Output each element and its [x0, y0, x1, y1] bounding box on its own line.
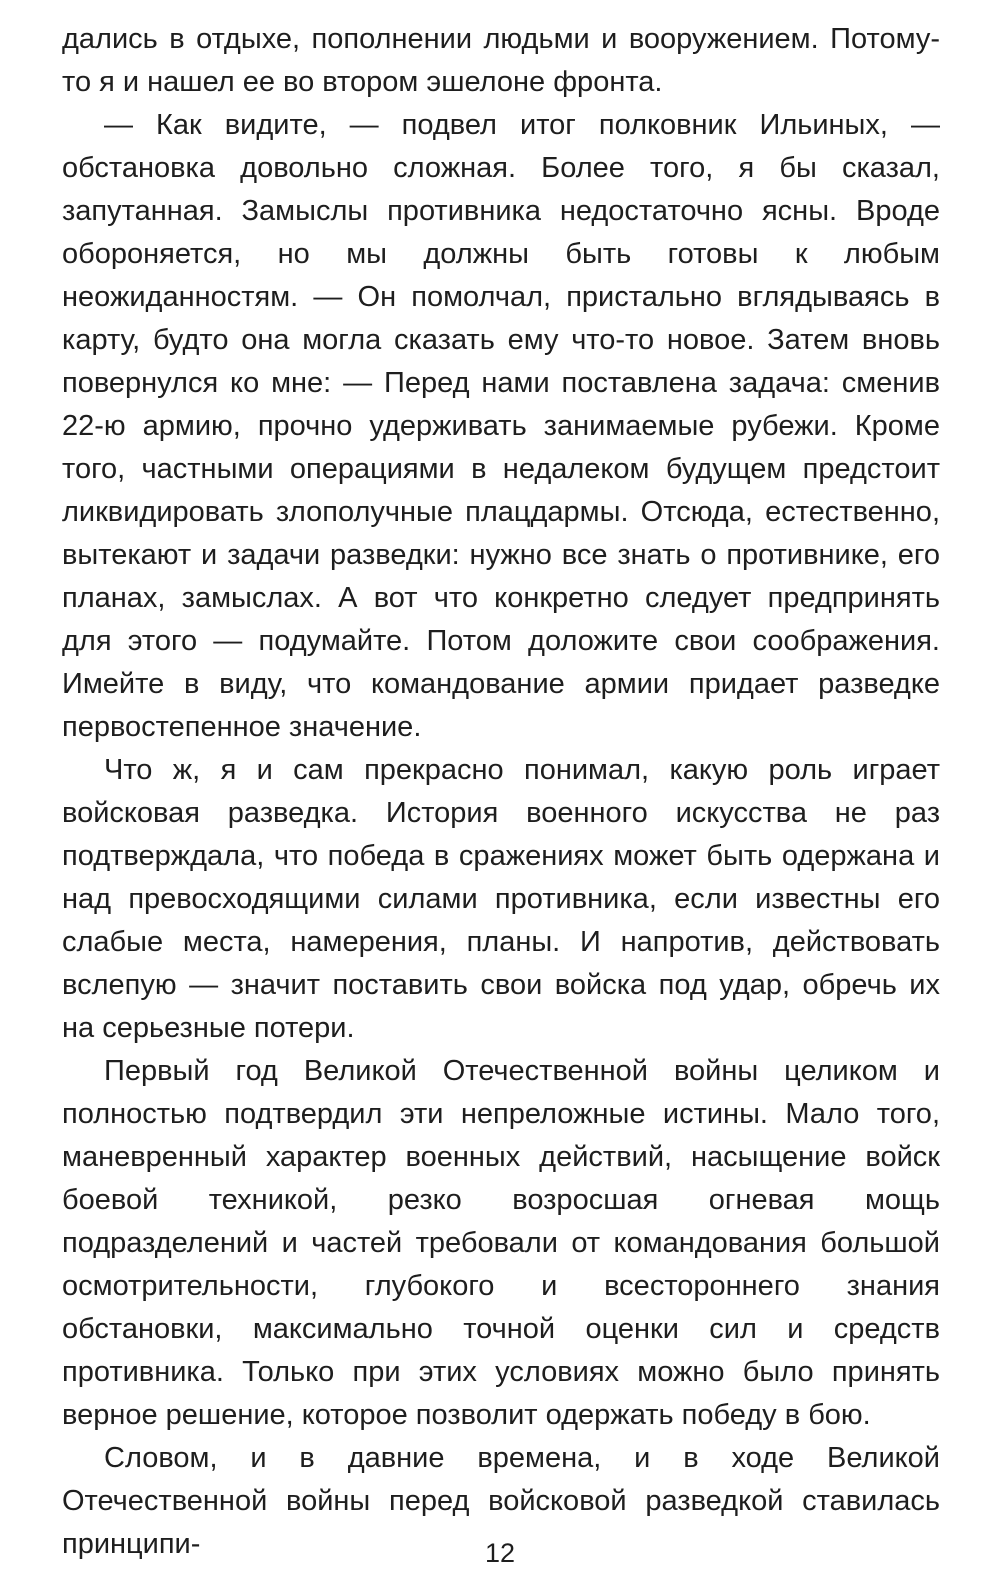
paragraph: Первый год Великой Отечественной войны целиком и полностью подтвердил эти непреложные истины. Мало того, маневренный характер военных действий, насыщение войск боевой техникой, резко возросшая огневая мощь подразделений и частей требовали от командования большой осмотрительности, глубокого и всестороннего знания обстановки, максимально точной оценки сил и средств противника. Только при этих условиях можно было принять верное решение, которое позволит одержать победу в бою.: [62, 1055, 940, 1431]
page-body: [62, 18, 940, 1566]
paragraph: Что ж, я и сам прекрасно понимал, какую роль играет войсковая разведка. История военного искусства не раз подтверждала, что победа в сражениях может быть одержана и над превосходящими силами противника, если известны его слабые места, намерения, планы. И напротив, действовать вслепую — значит поставить свои войска под удар, обречь их на серьезные потери.: [62, 754, 940, 1044]
paragraph: — Как видите, — подвел итог полковник Ильиных, — обстановка довольно сложная. Более того, я бы сказал, запутанная. Замыслы противника недостаточно ясны. Вроде обороняется, но мы должны быть готовы к любым неожиданностям. — Он помолчал, пристально вглядываясь в карту, будто она могла сказать ему что-то новое. Затем вновь повернулся ко мне: — Перед нами поставлена задача: сменив 22-ю армию, прочно удерживать занимаемые рубежи. Кроме того, частными операциями в недалеком будущем предстоит ликвидировать злополучные плацдармы. Отсюда, естественно, вытекают и задачи разведки: нужно все знать о противнике, его планах, замыслах. А вот что конкретно следует предпринять для этого — подумайте. Потом доложите свои соображения. Имейте в виду, что командование армии придает разведке первостепенное значение.: [62, 109, 940, 743]
paragraph: Словом, и в давние времена, и в ходе Великой Отечественной войны перед войсковой разведкой ставилась принципи-: [62, 1442, 940, 1560]
paragraph-continued: дались в отдыхе, пополнении людьми и вооружением. Потому-то я и нашел ее во втором эшелоне фронта.: [62, 23, 940, 98]
page-number: 12: [484, 1538, 516, 1568]
